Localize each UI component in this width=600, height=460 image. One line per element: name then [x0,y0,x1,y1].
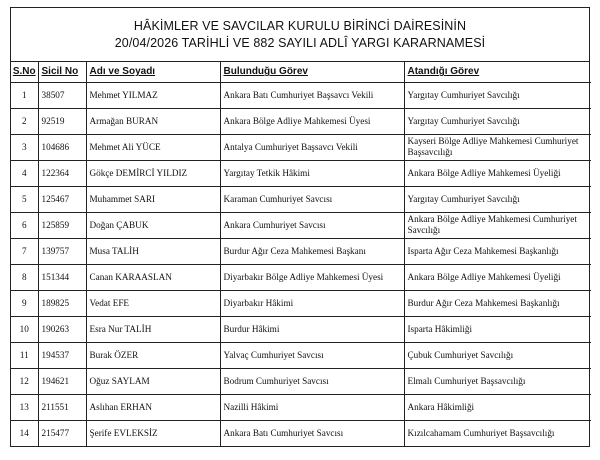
cell-registry-no: 38507 [38,82,86,108]
appointments-table [11,62,591,446]
cell-full-name: Oğuz SAYLAM [86,368,220,394]
cell-sequence-no: 5 [11,186,38,212]
cell-current-post: Burdur Hâkimi [220,316,404,342]
cell-registry-no: 125859 [38,212,86,238]
cell-sequence-no: 4 [11,160,38,186]
cell-full-name: Gökçe DEMİRCİ YILDIZ [86,160,220,186]
cell-full-name: Doğan ÇABUK [86,212,220,238]
cell-registry-no: 190263 [38,316,86,342]
table-row [11,186,591,212]
table-row [11,82,591,108]
cell-registry-no: 215477 [38,420,86,446]
title-line-1: HÂKİMLER VE SAVCILAR KURULU BİRİNCİ DAİRESİNİN [133,18,467,33]
cell-registry-no: 122364 [38,160,86,186]
cell-current-post: Nazilli Hâkimi [220,394,404,420]
cell-assigned-post: Isparta Ağır Ceza Mahkemesi Başkanlığı [404,238,591,264]
header-current-post: Bulunduğu Görev [220,62,404,82]
table-row [11,394,591,420]
cell-sequence-no: 1 [11,82,38,108]
cell-sequence-no: 13 [11,394,38,420]
cell-sequence-no: 10 [11,316,38,342]
document-title [11,8,589,62]
cell-current-post: Karaman Cumhuriyet Savcısı [220,186,404,212]
cell-current-post: Bodrum Cumhuriyet Savcısı [220,368,404,394]
cell-sequence-no: 14 [11,420,38,446]
cell-assigned-post: Isparta Hâkimliği [404,316,591,342]
cell-current-post: Ankara Bölge Adliye Mahkemesi Üyesi [220,108,404,134]
table-row [11,264,591,290]
cell-assigned-post: Ankara Bölge Adliye Mahkemesi Üyeliği [404,264,591,290]
table-row [11,342,591,368]
table-row [11,238,591,264]
cell-registry-no: 189825 [38,290,86,316]
header-assigned-post: Atandığı Görev [404,62,591,82]
cell-assigned-post: Elmalı Cumhuriyet Başsavcılığı [404,368,591,394]
cell-full-name: Şerife EVLEKSİZ [86,420,220,446]
table-row [11,368,591,394]
cell-registry-no: 151344 [38,264,86,290]
cell-sequence-no: 7 [11,238,38,264]
header-registry-no: Sicil No [38,62,86,82]
cell-full-name: Esra Nur TALİH [86,316,220,342]
cell-registry-no: 104686 [38,134,86,160]
table-row [11,108,591,134]
cell-current-post: Ankara Batı Cumhuriyet Başsavcı Vekili [220,82,404,108]
cell-full-name: Musa TALİH [86,238,220,264]
cell-full-name: Vedat EFE [86,290,220,316]
cell-current-post: Yargıtay Tetkik Hâkimi [220,160,404,186]
table-row [11,290,591,316]
cell-assigned-post: Burdur Ağır Ceza Mahkemesi Başkanlığı [404,290,591,316]
cell-current-post: Antalya Cumhuriyet Başsavcı Vekili [220,134,404,160]
cell-registry-no: 211551 [38,394,86,420]
cell-registry-no: 125467 [38,186,86,212]
cell-assigned-post: Ankara Bölge Adliye Mahkemesi Üyeliği [404,160,591,186]
table-header-row [11,62,591,82]
table-row [11,212,591,238]
table-row [11,160,591,186]
cell-sequence-no: 9 [11,290,38,316]
cell-assigned-post: Kayseri Bölge Adliye Mahkemesi Cumhuriyet Başsavcılığı [404,134,591,160]
cell-full-name: Canan KARAASLAN [86,264,220,290]
cell-registry-no: 92519 [38,108,86,134]
cell-assigned-post: Ankara Bölge Adliye Mahkemesi Cumhuriyet Savcılığı [404,212,591,238]
cell-current-post: Diyarbakır Hâkimi [220,290,404,316]
table-body [11,82,591,446]
cell-assigned-post: Yargıtay Cumhuriyet Savcılığı [404,186,591,212]
cell-full-name: Armağan BURAN [86,108,220,134]
table-row [11,316,591,342]
cell-assigned-post: Kızılcahamam Cumhuriyet Başsavcılığı [404,420,591,446]
cell-sequence-no: 3 [11,134,38,160]
table-row [11,420,591,446]
cell-registry-no: 194537 [38,342,86,368]
table-row [11,134,591,160]
cell-current-post: Yalvaç Cumhuriyet Savcısı [220,342,404,368]
cell-full-name: Burak ÖZER [86,342,220,368]
cell-current-post: Burdur Ağır Ceza Mahkemesi Başkanı [220,238,404,264]
cell-full-name: Aslıhan ERHAN [86,394,220,420]
header-full-name: Adı ve Soyadı [86,62,220,82]
cell-sequence-no: 2 [11,108,38,134]
cell-assigned-post: Ankara Hâkimliği [404,394,591,420]
cell-sequence-no: 8 [11,264,38,290]
cell-current-post: Ankara Batı Cumhuriyet Savcısı [220,420,404,446]
header-sequence-no: S.No [11,62,38,82]
cell-assigned-post: Çubuk Cumhuriyet Savcılığı [404,342,591,368]
cell-current-post: Ankara Cumhuriyet Savcısı [220,212,404,238]
cell-sequence-no: 12 [11,368,38,394]
decree-sheet [10,7,590,447]
cell-registry-no: 139757 [38,238,86,264]
title-line-2: 20/04/2026 TARİHLİ VE 882 SAYILI ADLÎ YARGI KARARNAMESİ [114,35,486,50]
cell-registry-no: 194621 [38,368,86,394]
cell-sequence-no: 11 [11,342,38,368]
cell-full-name: Mehmet YILMAZ [86,82,220,108]
cell-full-name: Mehmet Ali YÜCE [86,134,220,160]
cell-sequence-no: 6 [11,212,38,238]
cell-current-post: Diyarbakır Bölge Adliye Mahkemesi Üyesi [220,264,404,290]
cell-assigned-post: Yargıtay Cumhuriyet Savcılığı [404,108,591,134]
cell-assigned-post: Yargıtay Cumhuriyet Savcılığı [404,82,591,108]
cell-full-name: Muhammet SARI [86,186,220,212]
